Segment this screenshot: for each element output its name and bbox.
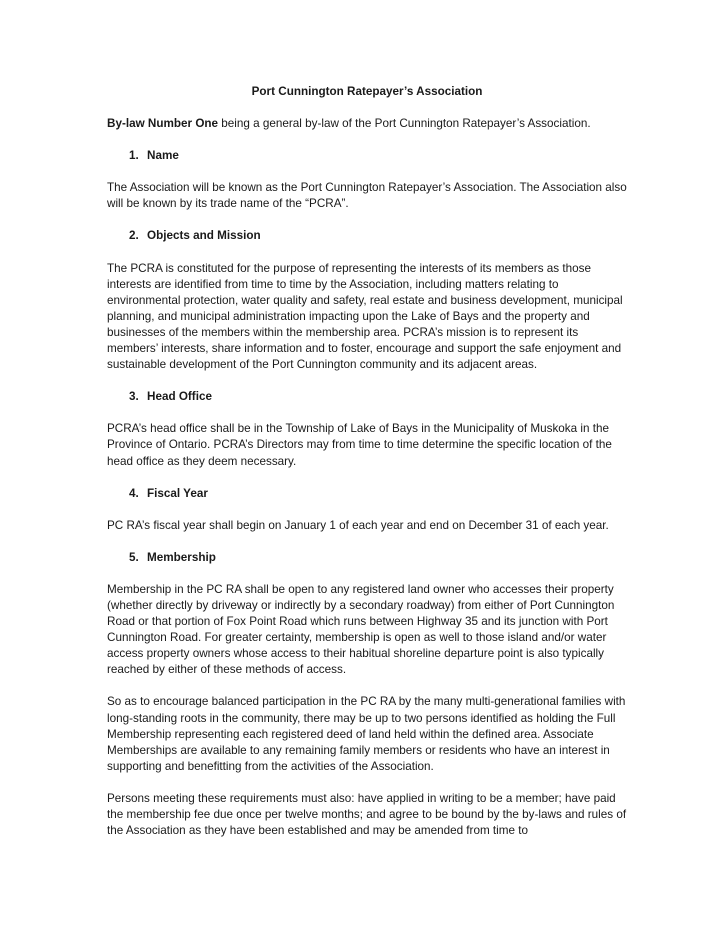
section-title: Fiscal Year	[147, 486, 208, 500]
section-heading-name	[107, 148, 627, 164]
section-paragraph: PC RA’s fiscal year shall begin on January 1 of each year and end on December 31 of each year.	[107, 518, 609, 532]
section-paragraph: Persons meeting these requirements must also: have applied in writing to be a member; have paid the membership fee due once per twelve months; and agree to be bound by the by-laws and rules of the Association as they have been established and may be amended from time to	[107, 791, 627, 838]
section-heading-membership	[107, 550, 627, 566]
bylaw-intro	[107, 116, 627, 132]
section-number: 5.	[129, 550, 139, 564]
bylaw-text: being a general by-law of the Port Cunnington Ratepayer’s Association.	[218, 117, 591, 131]
section-number: 3.	[129, 390, 139, 404]
document-title: Port Cunnington Ratepayer’s Association	[251, 85, 483, 98]
bylaw-label: By-law Number One	[107, 117, 219, 131]
section-heading-objects-mission	[107, 228, 627, 244]
section-paragraph: PCRA’s head office shall be in the Township of Lake of Bays in the Municipality of Muskoka in the Province of Ontario. PCRA’s Directors may from time to time determine the specific location of the head office as they deem necessary.	[107, 422, 612, 468]
section-title: Head Office	[147, 390, 212, 404]
section-number: 1.	[129, 149, 139, 163]
section-paragraph: So as to encourage balanced participation in the PC RA by the many multi-generational families with long-standing roots in the community, there may be up to two persons identified as holding the Full Membership representing each registered deed of land held within the defined area. Associate Memberships are available to any remaining family members or residents who have an interest in supporting and benefitting from the activities of the Association.	[107, 695, 626, 773]
section-title: Membership	[147, 550, 216, 564]
section-paragraph: Membership in the PC RA shall be open to any registered land owner who accesses their property (whether directly by driveway or indirectly by a secondary roadway) from either of Port Cunnington Road or that portion of Fox Point Road which runs between Highway 35 and its junction with Port Cunnington Road. For greater certainty, membership is open as well to those island and/or water access property owners whose access to their habitual shoreline departure point is also typically reached by either of these methods of access.	[107, 582, 615, 677]
section-number: 2.	[129, 229, 139, 243]
section-paragraph: The PCRA is constituted for the purpose of representing the interests of its members as those interests are identified from time to time by the Association, including matters relating to environmental protection, water quality and safety, real estate and business development, municipal planning, and municipal administration impacting upon the Lake of Bays and the property and businesses of the members within the membership area. PCRA’s mission is to represent its members’ interests, share information and to foster, encourage and support the safe enjoyment and sustainable development of the Port Cunnington community and its adjacent areas.	[107, 261, 623, 372]
section-title: Objects and Mission	[147, 229, 261, 243]
document-body	[107, 84, 627, 855]
section-heading-fiscal-year	[107, 486, 627, 502]
section-paragraph: The Association will be known as the Port Cunnington Ratepayer’s Association. The Association also will be known by its trade name of the “PCRA”.	[107, 181, 627, 211]
section-number: 4.	[129, 486, 139, 500]
section-heading-head-office	[107, 389, 627, 405]
section-title: Name	[147, 149, 179, 163]
